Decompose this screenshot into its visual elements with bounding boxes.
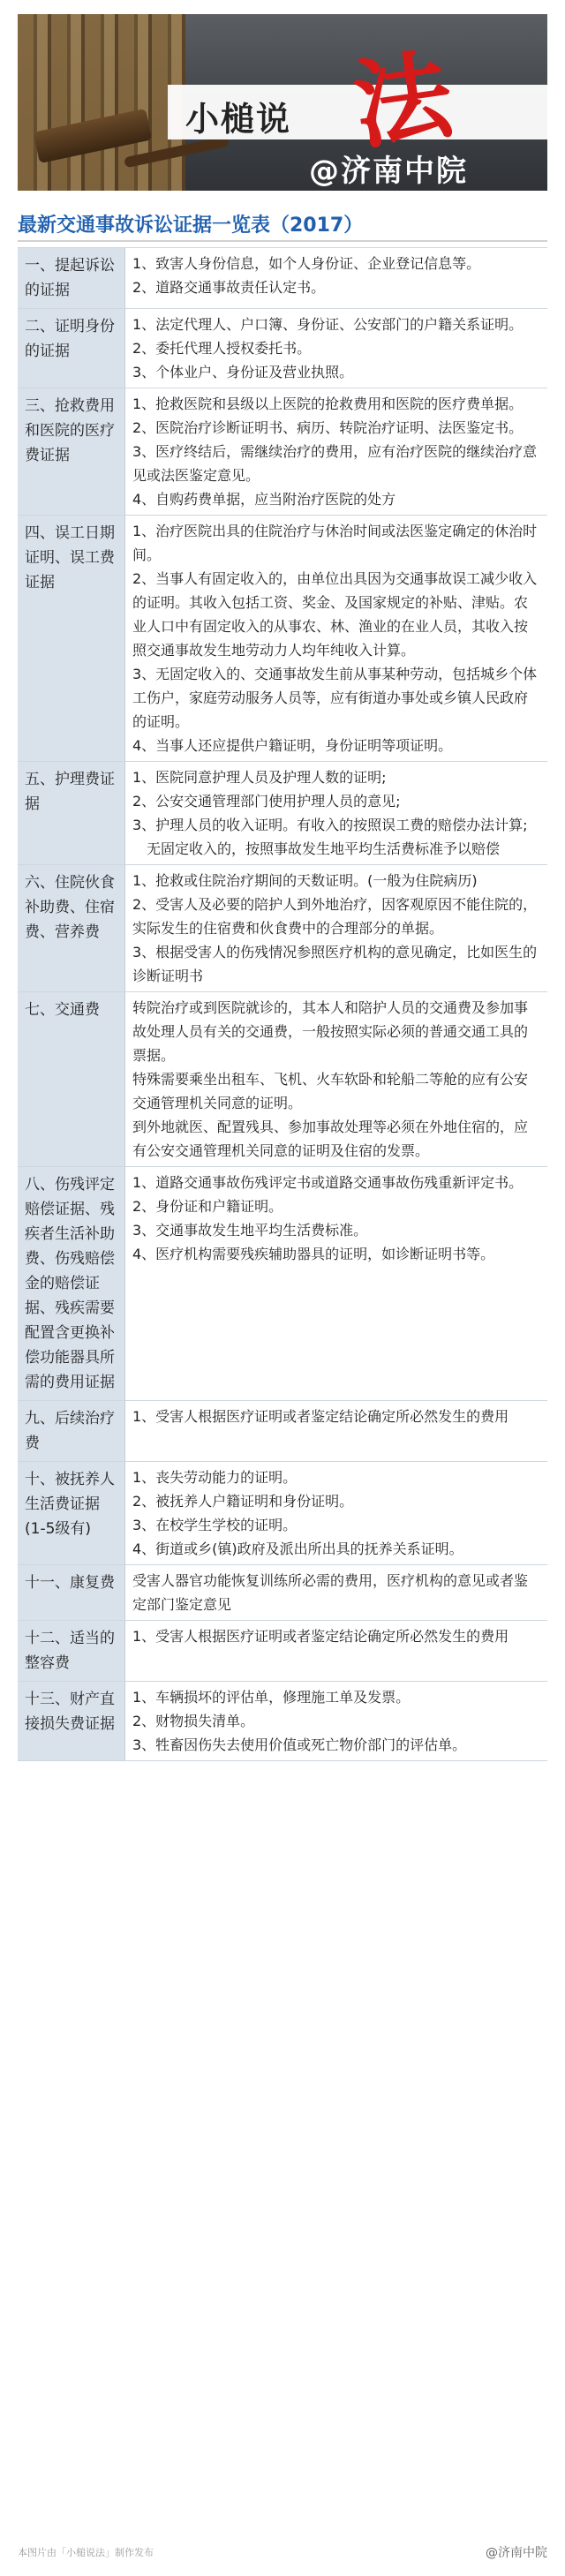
evidence-table <box>18 247 547 1761</box>
evidence-item: 1、医院同意护理人员及护理人数的证明; <box>132 769 387 786</box>
row-category: 三、抢救费用和医院的医疗费证据 <box>18 388 125 515</box>
evidence-item: 2、受害人及必要的陪护人到外地治疗，因客观原因不能住院的，实际发生的住宿费和伙食费中的合理部分的单据。 <box>132 896 538 937</box>
table-row <box>18 865 547 992</box>
row-category: 一、提起诉讼的证据 <box>18 248 125 308</box>
row-category: 五、护理费证据 <box>18 762 125 864</box>
table-row <box>18 248 547 309</box>
evidence-item: 1、抢救或住院治疗期间的天数证明。(一般为住院病历) <box>132 872 478 889</box>
weibo-watermark: @济南中院 <box>486 2546 547 2560</box>
banner-brand-text: 小槌说 <box>185 100 292 139</box>
table-row <box>18 309 547 388</box>
evidence-item: 4、医疗机构需要残疾辅助器具的证明，如诊断证明书等。 <box>132 1246 495 1262</box>
row-category: 十一、康复费 <box>18 1565 125 1620</box>
row-category: 十二、适当的整容费 <box>18 1621 125 1681</box>
evidence-item: 3、护理人员的收入证明。有收入的按照误工费的赔偿办法计算; <box>132 817 528 833</box>
evidence-item: 受害人器官功能恢复训练所必需的费用，医疗机构的意见或者鉴定部门鉴定意见 <box>132 1572 529 1613</box>
table-row <box>18 388 547 516</box>
row-items <box>125 1682 547 1760</box>
evidence-item: 4、当事人还应提供户籍证明，身份证明等项证明。 <box>132 737 453 754</box>
row-category: 十三、财产直接损失费证据 <box>18 1682 125 1760</box>
row-items <box>125 992 547 1166</box>
evidence-item: 无固定收入的，按照事故发生地平均生活费标准予以赔偿 <box>132 840 501 857</box>
evidence-item: 2、身份证和户籍证明。 <box>132 1198 283 1215</box>
evidence-item: 3、个体业户、身份证及营业执照。 <box>132 364 354 380</box>
row-items <box>125 1565 547 1620</box>
row-items <box>125 516 547 761</box>
row-items <box>125 1401 547 1461</box>
evidence-item: 1、致害人身份信息，如个人身份证、企业登记信息等。 <box>132 255 481 272</box>
evidence-item: 到外地就医、配置残具、参加事故处理等必须在外地住宿的，应有公安交通管理机关同意的证明及住宿的发票。 <box>132 1119 529 1159</box>
row-items <box>125 1462 547 1564</box>
evidence-item: 3、根据受害人的伤残情况参照医疗机构的意见确定，比如医生的诊断证明书 <box>132 944 538 984</box>
bookshelf-graphic <box>18 14 185 191</box>
evidence-item: 1、车辆损坏的评估单，修理施工单及发票。 <box>132 1689 411 1706</box>
evidence-item: 2、财物损失清单。 <box>132 1713 255 1729</box>
row-items <box>125 388 547 515</box>
evidence-item: 3、牲畜因伤失去使用价值或死亡物价部门的评估单。 <box>132 1736 467 1753</box>
evidence-item: 4、街道或乡(镇)政府及派出所出具的抚养关系证明。 <box>132 1540 463 1557</box>
evidence-item: 特殊需要乘坐出租车、飞机、火车软卧和轮船二等舱的应有公安交通管理机关同意的证明。 <box>132 1071 529 1111</box>
evidence-item: 2、委托代理人授权委托书。 <box>132 340 312 357</box>
row-category: 九、后续治疗费 <box>18 1401 125 1461</box>
evidence-item: 1、受害人根据医疗证明或者鉴定结论确定所必然发生的费用 <box>132 1628 509 1645</box>
row-items <box>125 865 547 991</box>
table-row <box>18 1565 547 1621</box>
footer <box>18 2539 547 2565</box>
row-items <box>125 248 547 308</box>
evidence-item: 1、受害人根据医疗证明或者鉴定结论确定所必然发生的费用 <box>132 1408 509 1425</box>
evidence-item: 3、交通事故发生地平均生活费标准。 <box>132 1222 368 1239</box>
evidence-item: 1、法定代理人、户口簿、身份证、公安部门的户籍关系证明。 <box>132 316 524 333</box>
row-category: 六、住院伙食补助费、住宿费、营养费 <box>18 865 125 991</box>
evidence-item: 2、被抚养人户籍证明和身份证明。 <box>132 1493 354 1510</box>
row-items <box>125 1621 547 1681</box>
evidence-item: 2、医院治疗诊断证明书、病历、转院治疗证明、法医鉴定书。 <box>132 419 524 436</box>
document-title: 最新交通事故诉讼证据一览表（2017） <box>18 215 364 237</box>
evidence-item: 1、道路交通事故伤残评定书或道路交通事故伤残重新评定书。 <box>132 1174 524 1191</box>
table-row <box>18 1401 547 1462</box>
table-row <box>18 1462 547 1565</box>
evidence-item: 3、医疗终结后，需继续治疗的费用，应有治疗医院的继续治疗意见或法医鉴定意见。 <box>132 443 538 484</box>
banner-brand-char: 法 <box>346 36 459 163</box>
banner-image <box>18 14 547 191</box>
evidence-item: 1、抢救医院和县级以上医院的抢救费用和医院的医疗费单据。 <box>132 395 524 412</box>
evidence-item: 2、道路交通事故责任认定书。 <box>132 279 326 296</box>
table-row <box>18 1621 547 1682</box>
evidence-item: 2、当事人有固定收入的，由单位出具因为交通事故误工减少收入的证明。其收入包括工资、奖金、及国家规定的补贴、津贴。农业人口中有固定收入的从事农、林、渔业的在业人员，其收入按照交通事故发生地劳动力人均年纯收入计算。 <box>132 570 538 659</box>
table-row <box>18 1167 547 1401</box>
row-category: 八、伤残评定赔偿证据、残疾者生活补助费、伤残赔偿金的赔偿证据、残疾需要配置含更换补偿功能器具所需的费用证据 <box>18 1167 125 1400</box>
table-row <box>18 516 547 762</box>
banner-handle: @济南中院 <box>309 154 468 189</box>
row-category: 四、误工日期证明、误工费证据 <box>18 516 125 761</box>
evidence-item: 1、治疗医院出具的住院治疗与休治时间或法医鉴定确定的休治时间。 <box>132 523 538 563</box>
evidence-item: 转院治疗或到医院就诊的，其本人和陪护人员的交通费及参加事故处理人员有关的交通费，一般按照实际必须的普通交通工具的票据。 <box>132 999 529 1064</box>
title-divider <box>18 240 547 242</box>
evidence-item: 2、公安交通管理部门使用护理人员的意见; <box>132 793 401 810</box>
evidence-item: 1、丧失劳动能力的证明。 <box>132 1469 298 1486</box>
row-category: 七、交通费 <box>18 992 125 1166</box>
table-row <box>18 1682 547 1761</box>
row-category: 十、被抚养人生活费证据(1-5级有) <box>18 1462 125 1564</box>
row-category: 二、证明身份的证据 <box>18 309 125 388</box>
row-items <box>125 1167 547 1400</box>
evidence-item: 3、在校学生学校的证明。 <box>132 1517 298 1533</box>
footer-note: 本图片由「小槌说法」制作发布 <box>18 2547 154 2558</box>
row-items <box>125 762 547 864</box>
table-row <box>18 762 547 865</box>
table-row <box>18 992 547 1167</box>
row-items <box>125 309 547 388</box>
evidence-item: 4、自购药费单据，应当附治疗医院的处方 <box>132 491 396 508</box>
evidence-item: 3、无固定收入的、交通事故发生前从事某种劳动，包括城乡个体工伤户，家庭劳动服务人员等，应有街道办事处或乡镇人民政府的证明。 <box>132 666 538 730</box>
